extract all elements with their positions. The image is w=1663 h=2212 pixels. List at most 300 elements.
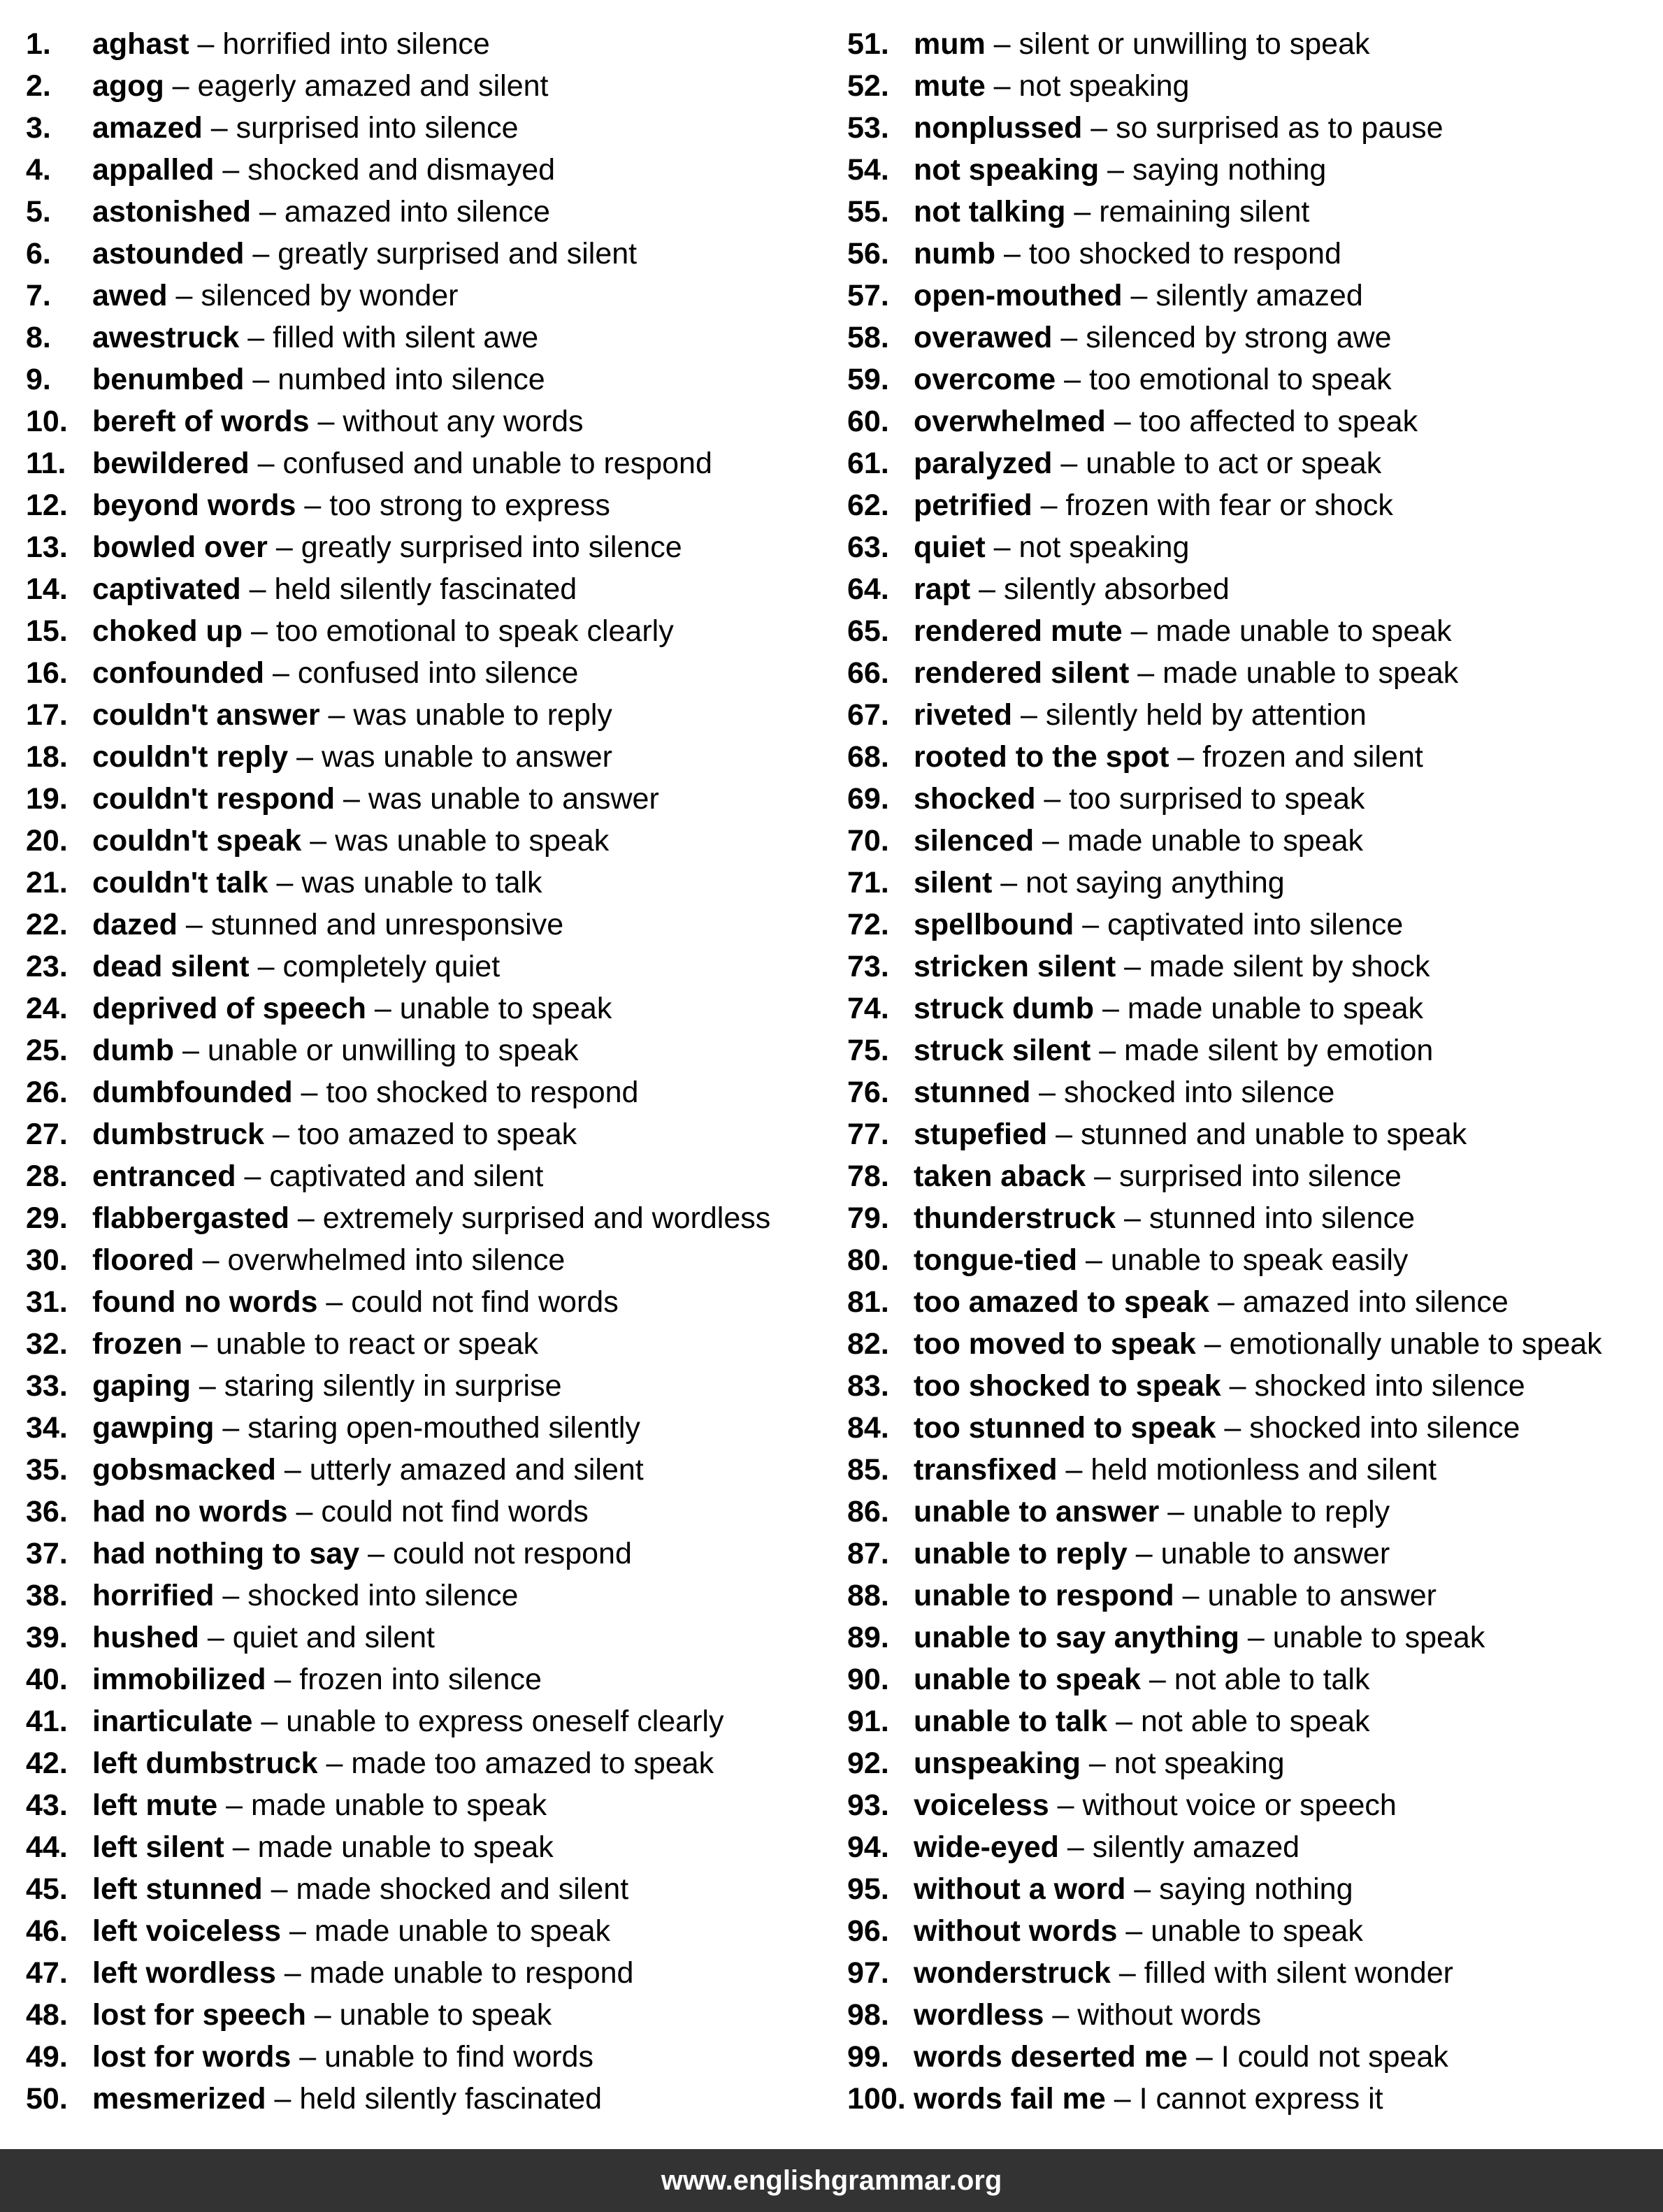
entry-separator: – [249, 950, 283, 983]
entry-definition: shocked into silence [247, 1579, 519, 1612]
list-item [26, 526, 830, 568]
entry-definition: shocked into silence [1249, 1411, 1520, 1445]
entry-number: 70. [847, 824, 889, 858]
list-item [26, 484, 830, 526]
entry-separator: – [202, 111, 236, 145]
entry-definition: held motionless and silent [1090, 1453, 1437, 1487]
list-item [26, 778, 830, 820]
list-item [847, 1700, 1651, 1742]
entry-term: couldn't speak [92, 824, 302, 858]
entry-definition: not speaking [1018, 69, 1190, 103]
entry-number: 93. [847, 1788, 889, 1822]
list-item [847, 1952, 1651, 1994]
entry-separator: – [985, 69, 1019, 103]
entry-term: couldn't reply [92, 740, 289, 774]
entry-separator: – [1030, 1076, 1065, 1109]
entry-definition: too emotional to speak clearly [275, 614, 674, 648]
entry-number: 14. [26, 572, 68, 606]
entry-separator: – [296, 489, 330, 522]
entry-number: 44. [26, 1830, 68, 1864]
list-item [26, 1575, 830, 1617]
entry-separator: – [1125, 1872, 1160, 1906]
entry-number: 40. [26, 1663, 68, 1696]
entry-separator: – [167, 279, 201, 312]
entry-number: 45. [26, 1872, 68, 1906]
entry-definition: frozen with fear or shock [1065, 489, 1393, 522]
entry-number: 11. [26, 447, 66, 480]
list-item [26, 359, 830, 400]
entry-term: unable to talk [914, 1705, 1108, 1738]
entry-separator: – [1187, 2040, 1221, 2074]
entry-definition: emotionally unable to speak [1229, 1327, 1602, 1361]
entry-separator: – [1129, 656, 1163, 690]
entry-definition: completely quiet [282, 950, 501, 983]
entry-term: riveted [914, 698, 1013, 732]
entry-separator: – [288, 740, 322, 774]
entry-number: 77. [847, 1118, 889, 1151]
list-item [847, 1197, 1651, 1239]
entry-number: 1. [26, 27, 51, 61]
entry-definition: unable to find words [324, 2040, 593, 2074]
entry-definition: could not find words [321, 1495, 589, 1528]
entry-number: 62. [847, 489, 889, 522]
entry-number: 92. [847, 1747, 889, 1780]
entry-definition: could not respond [393, 1537, 632, 1570]
entry-number: 89. [847, 1621, 889, 1654]
entry-term: wordless [914, 1998, 1044, 2032]
entry-term: taken aback [914, 1159, 1086, 1193]
entry-separator: – [244, 363, 278, 396]
list-item [26, 1784, 830, 1826]
entry-number: 47. [26, 1956, 68, 1990]
entry-definition: unable to answer [1207, 1579, 1437, 1612]
entry-number: 66. [847, 656, 889, 690]
entry-term: frozen [92, 1327, 182, 1361]
list-item [847, 1742, 1651, 1784]
list-item [26, 820, 830, 862]
entry-separator: – [1221, 1369, 1255, 1403]
entry-separator: – [190, 1369, 224, 1403]
entry-separator: – [1099, 153, 1133, 187]
entry-definition: made unable to speak [1156, 614, 1452, 648]
entry-definition: silent or unwilling to speak [1018, 27, 1370, 61]
list-item [26, 1700, 830, 1742]
entry-definition: staring open-mouthed silently [247, 1411, 640, 1445]
list-item [26, 1449, 830, 1491]
entry-term: choked up [92, 614, 243, 648]
entry-number: 82. [847, 1327, 889, 1361]
entry-number: 21. [26, 866, 68, 899]
entry-term: words deserted me [914, 2040, 1188, 2074]
entry-separator: – [289, 1201, 323, 1235]
entry-number: 100. [847, 2082, 906, 2116]
entry-term: rooted to the spot [914, 740, 1169, 774]
list-item [847, 1994, 1651, 2036]
entry-term: found no words [92, 1285, 318, 1319]
list-item [847, 988, 1651, 1029]
entry-separator: – [1116, 950, 1149, 983]
entry-term: paralyzed [914, 447, 1053, 480]
entry-term: bereft of words [92, 405, 310, 438]
entry-definition: staring silently in surprise [224, 1369, 562, 1403]
list-item [26, 1407, 830, 1449]
entry-number: 3. [26, 111, 51, 145]
entry-number: 48. [26, 1998, 68, 2032]
entry-number: 39. [26, 1621, 68, 1654]
list-item [847, 610, 1651, 652]
entry-number: 56. [847, 237, 889, 270]
entry-term: overcome [914, 363, 1056, 396]
entry-term: confounded [92, 656, 265, 690]
list-item [847, 1029, 1651, 1071]
entry-number: 65. [847, 614, 889, 648]
list-item [847, 1449, 1651, 1491]
entry-term: unable to reply [914, 1537, 1128, 1570]
list-item [26, 988, 830, 1029]
entry-definition: without words [1077, 1998, 1262, 2032]
entry-number: 91. [847, 1705, 889, 1738]
entry-term: stunned [914, 1076, 1031, 1109]
entry-separator: – [1169, 740, 1203, 774]
entry-term: left wordless [92, 1956, 276, 1990]
entry-term: unable to answer [914, 1495, 1160, 1528]
entry-number: 97. [847, 1956, 889, 1990]
entry-definition: without any words [343, 405, 584, 438]
entry-term: overawed [914, 321, 1053, 354]
entry-definition: quiet and silent [232, 1621, 435, 1654]
entry-term: dead silent [92, 950, 250, 983]
list-item [26, 1826, 830, 1868]
entry-number: 90. [847, 1663, 889, 1696]
entry-definition: made too amazed to speak [351, 1747, 714, 1780]
entry-separator: – [189, 27, 223, 61]
entry-definition: was unable to speak [335, 824, 610, 858]
entry-definition: filled with silent awe [273, 321, 539, 354]
list-item [26, 1281, 830, 1323]
list-item [26, 1113, 830, 1155]
list-item [847, 1323, 1651, 1365]
entry-separator: – [1140, 1663, 1174, 1696]
list-item [847, 1239, 1651, 1281]
list-item [26, 568, 830, 610]
entry-term: immobilized [92, 1663, 266, 1696]
entry-definition: made shocked and silent [296, 1872, 629, 1906]
entry-definition: captivated into silence [1107, 908, 1404, 941]
entry-term: mum [914, 27, 986, 61]
entry-definition: frozen and silent [1202, 740, 1423, 774]
entry-separator: – [194, 1243, 228, 1277]
list-item [847, 400, 1651, 442]
list-item [26, 65, 830, 107]
entry-separator: – [1032, 489, 1066, 522]
entry-number: 73. [847, 950, 889, 983]
entry-term: couldn't talk [92, 866, 268, 899]
entry-definition: too strong to express [329, 489, 610, 522]
list-item [26, 107, 830, 149]
list-item [26, 652, 830, 694]
entry-number: 99. [847, 2040, 889, 2074]
entry-number: 6. [26, 237, 51, 270]
list-item [847, 1491, 1651, 1533]
entry-separator: – [992, 866, 1026, 899]
list-item [26, 1994, 830, 2036]
entry-number: 71. [847, 866, 889, 899]
list-item [847, 191, 1651, 233]
list-item [26, 736, 830, 778]
entry-definition: not able to talk [1174, 1663, 1370, 1696]
entry-definition: extremely surprised and wordless [322, 1201, 771, 1235]
entry-definition: too affected to speak [1139, 405, 1418, 438]
entry-definition: too shocked to respond [1028, 237, 1341, 270]
entry-number: 35. [26, 1453, 68, 1487]
list-item [26, 317, 830, 359]
entry-definition: could not find words [351, 1285, 619, 1319]
entry-number: 87. [847, 1537, 889, 1570]
entry-separator: – [214, 1411, 248, 1445]
list-item [26, 694, 830, 736]
entry-number: 17. [26, 698, 68, 732]
list-item [847, 2036, 1651, 2078]
entry-separator: – [1049, 1788, 1083, 1822]
entry-definition: made unable to respond [309, 1956, 634, 1990]
entry-definition: unable to speak [339, 1998, 552, 2032]
list-item [847, 275, 1651, 317]
entry-separator: – [1122, 279, 1156, 312]
entry-term: benumbed [92, 363, 245, 396]
entry-definition: unable to answer [1160, 1537, 1390, 1570]
entry-definition: stunned into silence [1149, 1201, 1416, 1235]
list-item [26, 2078, 830, 2120]
entry-definition: not saying anything [1025, 866, 1285, 899]
entry-separator: – [985, 27, 1019, 61]
entry-definition: greatly surprised into silence [301, 530, 682, 564]
entry-definition: was unable to reply [353, 698, 612, 732]
entry-term: agog [92, 69, 164, 103]
list-item [847, 1575, 1651, 1617]
entry-definition: so surprised as to pause [1116, 111, 1444, 145]
entry-separator: – [174, 1034, 208, 1067]
entry-number: 38. [26, 1579, 68, 1612]
entry-separator: – [305, 1998, 340, 2032]
entry-separator: – [1074, 908, 1108, 941]
entry-term: awestruck [92, 321, 240, 354]
entry-separator: – [240, 572, 275, 606]
entry-separator: – [243, 614, 276, 648]
entry-separator: – [1127, 1537, 1161, 1570]
list-item [26, 1491, 830, 1533]
entry-separator: – [251, 195, 285, 229]
list-item [847, 820, 1651, 862]
entry-definition: too shocked to respond [326, 1076, 639, 1109]
entry-separator: – [249, 447, 283, 480]
entry-number: 33. [26, 1369, 68, 1403]
list-item [847, 317, 1651, 359]
entry-term: rendered silent [914, 656, 1130, 690]
entry-term: couldn't respond [92, 782, 336, 816]
entry-separator: – [244, 237, 278, 270]
entry-separator: – [1047, 1118, 1081, 1151]
entry-separator: – [1052, 321, 1086, 354]
list-item [847, 1533, 1651, 1575]
entry-number: 49. [26, 2040, 68, 2074]
entry-number: 51. [847, 27, 889, 61]
entry-number: 28. [26, 1159, 68, 1193]
entry-number: 9. [26, 363, 51, 396]
entry-number: 81. [847, 1285, 889, 1319]
entry-term: lost for speech [92, 1998, 306, 2032]
entry-term: rapt [914, 572, 971, 606]
entry-definition: captivated and silent [269, 1159, 544, 1193]
entry-separator: – [1057, 1453, 1091, 1487]
entry-term: wide-eyed [914, 1830, 1059, 1864]
entry-definition: was unable to talk [301, 866, 542, 899]
entry-separator: – [1012, 698, 1046, 732]
list-item [26, 1071, 830, 1113]
entry-term: nonplussed [914, 111, 1083, 145]
list-item [847, 107, 1651, 149]
entry-definition: was unable to answer [368, 782, 659, 816]
entry-separator: – [1174, 1579, 1208, 1612]
list-item [847, 1071, 1651, 1113]
entry-separator: – [359, 1537, 394, 1570]
entry-separator: – [292, 1076, 326, 1109]
entry-definition: made unable to speak [257, 1830, 554, 1864]
entry-definition: remaining silent [1099, 195, 1310, 229]
entry-term: shocked [914, 782, 1036, 816]
list-item [26, 1155, 830, 1197]
entry-separator: – [239, 321, 273, 354]
entry-separator: – [319, 698, 354, 732]
entry-number: 20. [26, 824, 68, 858]
entry-definition: silenced by wonder [201, 279, 459, 312]
entry-number: 43. [26, 1788, 68, 1822]
entry-term: thunderstruck [914, 1201, 1116, 1235]
list-item [847, 1407, 1651, 1449]
list-item [847, 1910, 1651, 1952]
entry-number: 74. [847, 992, 889, 1025]
entry-separator: – [1082, 111, 1116, 145]
list-item [26, 1952, 830, 1994]
list-item [26, 275, 830, 317]
entry-definition: amazed into silence [284, 195, 550, 229]
entry-definition: silently amazed [1092, 1830, 1300, 1864]
entry-separator: – [224, 1830, 258, 1864]
entry-term: stricken silent [914, 950, 1116, 983]
list-item [26, 610, 830, 652]
entry-number: 52. [847, 69, 889, 103]
entry-definition: confused and unable to respond [282, 447, 712, 480]
entry-term: overwhelmed [914, 405, 1106, 438]
entry-term: too amazed to speak [914, 1285, 1209, 1319]
entry-number: 58. [847, 321, 889, 354]
entry-term: gawping [92, 1411, 215, 1445]
entry-term: aghast [92, 27, 189, 61]
entry-number: 53. [847, 111, 889, 145]
entry-definition: frozen into silence [299, 1663, 542, 1696]
entry-term: stupefied [914, 1118, 1048, 1151]
entry-number: 12. [26, 489, 68, 522]
entry-number: 37. [26, 1537, 68, 1570]
list-item [26, 442, 830, 484]
entry-definition: unable to reply [1193, 1495, 1390, 1528]
entry-number: 31. [26, 1285, 68, 1319]
entry-definition: without voice or speech [1082, 1788, 1397, 1822]
entry-number: 96. [847, 1914, 889, 1948]
entry-number: 72. [847, 908, 889, 941]
entry-term: petrified [914, 489, 1032, 522]
entry-definition: made unable to speak [251, 1788, 547, 1822]
entry-number: 79. [847, 1201, 889, 1235]
entry-separator: – [266, 2082, 300, 2116]
entry-number: 55. [847, 195, 889, 229]
entry-number: 68. [847, 740, 889, 774]
entry-definition: eagerly amazed and silent [197, 69, 549, 103]
entry-separator: – [1086, 1159, 1120, 1193]
entry-number: 64. [847, 572, 889, 606]
entry-separator: – [309, 405, 343, 438]
entry-term: wonderstruck [914, 1956, 1111, 1990]
entry-number: 98. [847, 1998, 889, 2032]
entry-term: left mute [92, 1788, 218, 1822]
entry-separator: – [266, 1663, 300, 1696]
entry-separator: – [1110, 1956, 1144, 1990]
list-item [847, 2078, 1651, 2120]
entry-number: 10. [26, 405, 68, 438]
entry-number: 85. [847, 1453, 889, 1487]
entry-separator: – [335, 782, 368, 816]
entry-number: 5. [26, 195, 51, 229]
entry-term: struck silent [914, 1034, 1091, 1067]
entry-definition: I cannot express it [1139, 2082, 1383, 2116]
entry-number: 30. [26, 1243, 68, 1277]
synonym-list-right-column [847, 23, 1651, 2120]
entry-definition: silently amazed [1156, 279, 1363, 312]
footer-website-link[interactable]: www.englishgrammar.org [661, 2165, 1002, 2196]
list-item [847, 778, 1651, 820]
entry-definition: made silent by emotion [1124, 1034, 1434, 1067]
entry-term: silenced [914, 824, 1035, 858]
entry-separator: – [1195, 1327, 1230, 1361]
entry-number: 80. [847, 1243, 889, 1277]
entry-definition: not able to speak [1140, 1705, 1370, 1738]
list-item [847, 1365, 1651, 1407]
entry-definition: filled with silent wonder [1144, 1956, 1453, 1990]
entry-number: 34. [26, 1411, 68, 1445]
entry-separator: – [1107, 1705, 1141, 1738]
entry-term: rendered mute [914, 614, 1123, 648]
list-item [26, 1617, 830, 1658]
entry-number: 24. [26, 992, 68, 1025]
list-item [847, 1784, 1651, 1826]
entry-term: left dumbstruck [92, 1747, 318, 1780]
list-item [847, 1868, 1651, 1910]
entry-separator: – [275, 1956, 310, 1990]
entry-number: 88. [847, 1579, 889, 1612]
list-item [847, 862, 1651, 904]
list-item [847, 233, 1651, 275]
entry-separator: – [1056, 363, 1089, 396]
entry-number: 2. [26, 69, 51, 103]
entry-number: 94. [847, 1830, 889, 1864]
entry-term: not speaking [914, 153, 1100, 187]
entry-separator: – [1034, 824, 1067, 858]
list-item [26, 1323, 830, 1365]
entry-term: mute [914, 69, 986, 103]
entry-separator: – [1058, 1830, 1093, 1864]
entry-number: 57. [847, 279, 889, 312]
entry-definition: too surprised to speak [1069, 782, 1365, 816]
entry-definition: unable to react or speak [215, 1327, 539, 1361]
